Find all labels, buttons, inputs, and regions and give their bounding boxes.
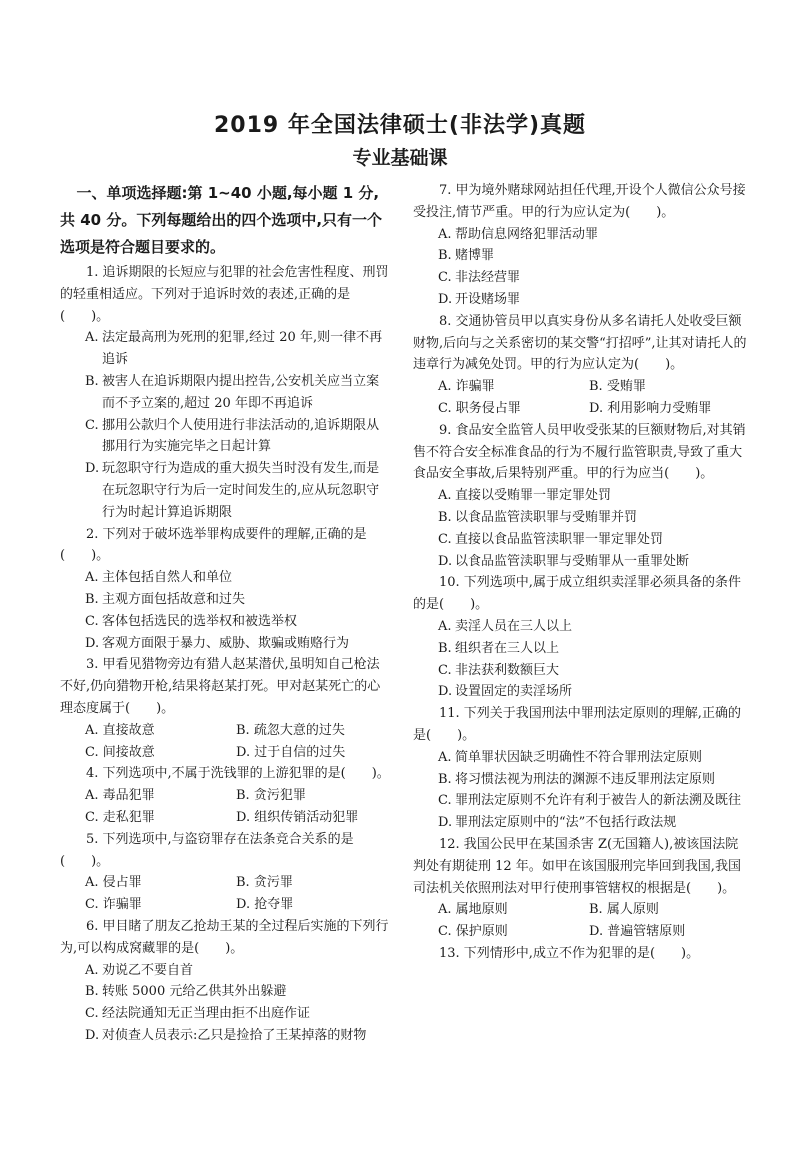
question-3-option-d[interactable]: D. 过于自信的过失 bbox=[236, 744, 346, 760]
question-8-option-d[interactable]: D. 利用影响力受贿罪 bbox=[589, 400, 712, 416]
question-8-option-a[interactable]: A. 诈骗罪 bbox=[438, 379, 495, 395]
question-8-option-c[interactable]: C. 职务侵占罪 bbox=[438, 400, 521, 416]
question-5-stem: 5. 下列选项中,与盗窃罪存在法条竞合关系的是( )。 bbox=[60, 831, 354, 869]
question-1-option-a[interactable]: A. 法定最高刑为死刑的犯罪,经过 20 年,则一律不再追诉 bbox=[85, 330, 383, 368]
question-5-option-c[interactable]: C. 诈骗罪 bbox=[85, 897, 142, 913]
question-4-option-d[interactable]: D. 组织传销活动犯罪 bbox=[236, 809, 359, 825]
question-10-option-c[interactable]: C. 非法获利数额巨大 bbox=[438, 662, 560, 678]
page-subtitle: 专业基础课 bbox=[352, 147, 448, 169]
question-3-stem: 3. 甲看见猎物旁边有猎人赵某潜伏,虽明知自己枪法不好,仍向猎物开枪,结果将赵某打死。甲对赵某死亡的心理态度属于( )。 bbox=[60, 657, 381, 716]
question-2-stem: 2. 下列对于破坏选举罪构成要件的理解,正确的是( )。 bbox=[60, 526, 367, 564]
question-7-option-d[interactable]: D. 开设赌场罪 bbox=[438, 291, 521, 307]
question-11-option-d[interactable]: D. 罪刑法定原则中的“法”不包括行政法规 bbox=[438, 815, 677, 831]
question-11-option-a[interactable]: A. 简单罪状因缺乏明确性不符合罪刑法定原则 bbox=[438, 749, 703, 765]
question-2-option-a[interactable]: A. 主体包括自然人和单位 bbox=[85, 570, 233, 586]
question-6-option-a[interactable]: A. 劝说乙不要自首 bbox=[85, 962, 194, 978]
question-9-stem: 9. 食品安全监管人员甲收受张某的巨额财物后,对其销售不符合安全标准食品的行为不履行监管职责,导致了重大食品安全事故,后果特别严重。甲的行为应当( )。 bbox=[413, 422, 746, 482]
question-11-stem: 11. 下列关于我国刑法中罪刑法定原则的理解,正确的是( )。 bbox=[413, 706, 741, 743]
question-3-option-c[interactable]: C. 间接故意 bbox=[85, 744, 155, 760]
question-1-option-d[interactable]: D. 玩忽职守行为造成的重大损失当时没有发生,而是在玩忽职守行为后一定时间发生的,应从玩忽职守行为时起计算追诉期限 bbox=[85, 461, 380, 520]
question-12-stem: 12. 我国公民甲在某国杀害 Z(无国籍人),被该国法院判处有期徒刑 12 年。如甲在该国服刑完毕回到我国,我国司法机关依照刑法对甲行使刑事管辖权的根据是( )。 bbox=[413, 836, 741, 896]
question-1-option-b[interactable]: B. 被害人在追诉期限内提出控告,公安机关应当立案而不予立案的,超过 20 年即不再追诉 bbox=[85, 373, 380, 411]
question-13-stem: 13. 下列情形中,成立不作为犯罪的是( )。 bbox=[439, 945, 700, 961]
question-2-option-b[interactable]: B. 主观方面包括故意和过失 bbox=[85, 591, 246, 607]
question-9-option-c[interactable]: C. 直接以食品监管渎职罪一罪定罪处罚 bbox=[438, 531, 664, 547]
question-4-option-c[interactable]: C. 走私犯罪 bbox=[85, 809, 155, 825]
question-7-option-b[interactable]: B. 赌博罪 bbox=[438, 248, 495, 264]
question-9-option-b[interactable]: B. 以食品监管渎职罪与受贿罪并罚 bbox=[438, 509, 638, 525]
question-6-option-b[interactable]: B. 转账 5000 元给乙供其外出躲避 bbox=[85, 984, 287, 1000]
question-12-option-c[interactable]: C. 保护原则 bbox=[438, 924, 508, 940]
question-7-option-a[interactable]: A. 帮助信息网络犯罪活动罪 bbox=[438, 226, 599, 242]
question-12-option-d[interactable]: D. 普遍管辖原则 bbox=[589, 924, 686, 940]
question-8-option-b[interactable]: B. 受贿罪 bbox=[589, 379, 646, 395]
question-4-option-b[interactable]: B. 贪污犯罪 bbox=[236, 788, 306, 804]
question-3-option-b[interactable]: B. 疏忽大意的过失 bbox=[236, 722, 345, 738]
question-10-option-b[interactable]: B. 组织者在三人以上 bbox=[438, 640, 560, 656]
right-column bbox=[413, 180, 748, 965]
question-1-option-c[interactable]: C. 挪用公款归个人使用进行非法活动的,追诉期限从挪用行为实施完毕之日起计算 bbox=[85, 417, 380, 455]
question-2-option-c[interactable]: C. 客体包括选民的选举权和被选举权 bbox=[85, 613, 298, 629]
section-heading: 一、单项选择题:第 1~40 小题,每小题 1 分,共 40 分。下列每题给出的四个选项中,只有一个选项是符合题目要求的。 bbox=[60, 184, 383, 256]
question-12-option-a[interactable]: A. 属地原则 bbox=[438, 902, 508, 918]
question-10-option-d[interactable]: D. 设置固定的卖淫场所 bbox=[438, 684, 573, 700]
question-11-option-b[interactable]: B. 将习惯法视为刑法的渊源不违反罪刑法定原则 bbox=[438, 771, 716, 787]
question-6-option-c[interactable]: C. 经法院通知无正当理由拒不出庭作证 bbox=[85, 1006, 311, 1022]
question-6-option-d[interactable]: D. 对侦查人员表示:乙只是捡拾了王某掉落的财物 bbox=[85, 1027, 367, 1043]
question-1-stem: 1. 追诉期限的长短应与犯罪的社会危害性程度、刑罚的轻重相适应。下列对于追诉时效的表述,正确的是( )。 bbox=[60, 265, 389, 324]
page-title: 2019 年全国法律硕士(非法学)真题 bbox=[214, 113, 586, 138]
question-7-stem: 7. 甲为境外赌球网站担任代理,开设个人微信公众号接受投注,情节严重。甲的行为应认定为( )。 bbox=[413, 183, 746, 220]
question-5-option-a[interactable]: A. 侵占罪 bbox=[85, 875, 142, 891]
left-column bbox=[60, 180, 392, 1047]
question-4-stem: 4. 下列选项中,不属于洗钱罪的上游犯罪的是( )。 bbox=[86, 766, 390, 782]
question-10-stem: 10. 下列选项中,属于成立组织卖淫罪必须具备的条件的是( )。 bbox=[413, 575, 741, 613]
question-8-stem: 8. 交通协管员甲以真实身份从多名请托人处收受巨额财物,后向与之关系密切的某交警“打招呼”,让其对请托人的违章行为减免处罚。甲的行为应认定为( )。 bbox=[413, 313, 747, 373]
question-10-option-a[interactable]: A. 卖淫人员在三人以上 bbox=[438, 618, 573, 634]
question-7-option-c[interactable]: C. 非法经营罪 bbox=[438, 270, 521, 286]
question-5-option-d[interactable]: D. 抢夺罪 bbox=[236, 897, 294, 913]
question-9-option-d[interactable]: D. 以食品监管渎职罪与受贿罪从一重罪处断 bbox=[438, 553, 690, 569]
question-9-option-a[interactable]: A. 直接以受贿罪一罪定罪处罚 bbox=[438, 488, 612, 504]
question-12-option-b[interactable]: B. 属人原则 bbox=[589, 902, 659, 918]
question-6-stem: 6. 甲目睹了朋友乙抢劫王某的全过程后实施的下列行为,可以构成窝藏罪的是( )。 bbox=[60, 918, 389, 956]
question-11-option-c[interactable]: C. 罪刑法定原则不允许有利于被告人的新法溯及既往 bbox=[438, 793, 742, 809]
question-4-option-a[interactable]: A. 毒品犯罪 bbox=[85, 788, 155, 804]
question-2-option-d[interactable]: D. 客观方面限于暴力、威胁、欺骗或贿赂行为 bbox=[85, 635, 350, 651]
question-5-option-b[interactable]: B. 贪污罪 bbox=[236, 875, 293, 891]
question-3-option-a[interactable]: A. 直接故意 bbox=[85, 722, 155, 738]
